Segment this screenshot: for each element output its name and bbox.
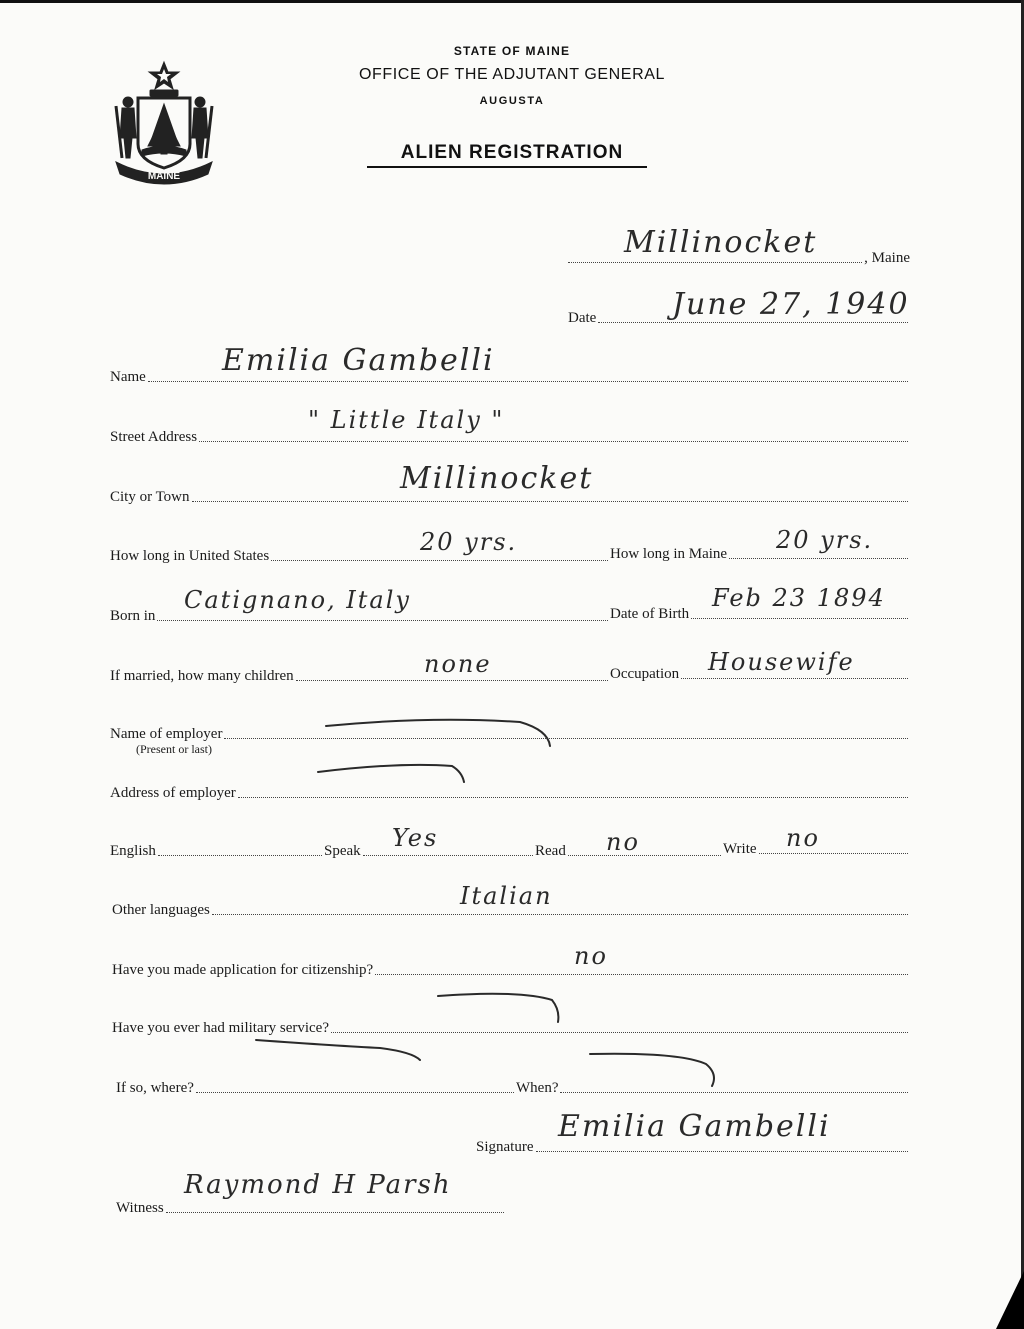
years-in-maine-field: How long in Maine — [610, 538, 910, 562]
maine-years-entry: 20 yrs. — [776, 526, 874, 554]
dob-entry: Feb 23 1894 — [712, 584, 886, 612]
occupation-field: Occupation — [610, 658, 910, 682]
witness-entry: Raymond H Parsh — [184, 1170, 452, 1200]
name-entry: Emilia Gambelli — [222, 343, 495, 378]
military-service-field: Have you ever had military service? — [112, 1012, 910, 1036]
children-entry: none — [424, 650, 492, 678]
city-heading: AUGUSTA — [479, 95, 545, 107]
title-underline — [367, 166, 647, 168]
occupation-entry: Housewife — [708, 648, 855, 676]
date-entry: June 27, 1940 — [672, 287, 910, 322]
read-entry: no — [606, 828, 640, 856]
state-heading: STATE OF MAINE — [453, 44, 571, 58]
read-field: Read — [535, 835, 723, 859]
city-or-town-field: City or Town — [110, 481, 910, 505]
us-years-entry: 20 yrs. — [420, 528, 518, 556]
street-address-field: Street Address — [110, 421, 910, 445]
svg-text:MAINE: MAINE — [147, 171, 181, 182]
birthplace-field: Born in — [110, 600, 610, 624]
birthplace-entry: Catignano, Italy — [184, 586, 411, 614]
signature-entry: Emilia Gambelli — [558, 1109, 831, 1144]
service-where-field: If so, where? — [116, 1072, 516, 1096]
service-when-field: When? — [516, 1072, 910, 1096]
street-entry: " Little Italy " — [308, 406, 505, 434]
office-heading: OFFICE OF THE ADJUTANT GENERAL — [358, 66, 666, 83]
write-field: Write — [723, 833, 910, 857]
employer-name-field: Name of employer (Present or last) — [110, 718, 910, 742]
date-of-birth-field: Date of Birth — [610, 598, 910, 622]
speak-entry: Yes — [392, 824, 439, 852]
scan-corner — [996, 1271, 1024, 1329]
name-field: Name — [110, 361, 910, 385]
other-languages-field: Other languages — [112, 894, 910, 918]
write-entry: no — [786, 824, 820, 852]
citizenship-entry: no — [574, 942, 608, 970]
years-in-us-field: How long in United States — [110, 540, 610, 564]
employer-address-field: Address of employer — [110, 777, 910, 801]
signature-field: Signature — [476, 1131, 910, 1155]
date-field: Date — [568, 302, 910, 326]
city-entry: Millinocket — [400, 461, 594, 496]
speak-field: Speak — [324, 835, 535, 859]
page-top-edge — [0, 0, 1024, 3]
citizenship-field: Have you made application for citizenship? — [112, 954, 910, 978]
town-field: , Maine — [566, 242, 910, 266]
english-field: English — [110, 835, 324, 859]
children-field: If married, how many children — [110, 660, 610, 684]
town-entry: Millinocket — [624, 225, 818, 260]
other-languages-entry: Italian — [460, 882, 553, 910]
witness-field: Witness — [116, 1192, 506, 1216]
form-title: ALIEN REGISTRATION — [400, 142, 624, 163]
